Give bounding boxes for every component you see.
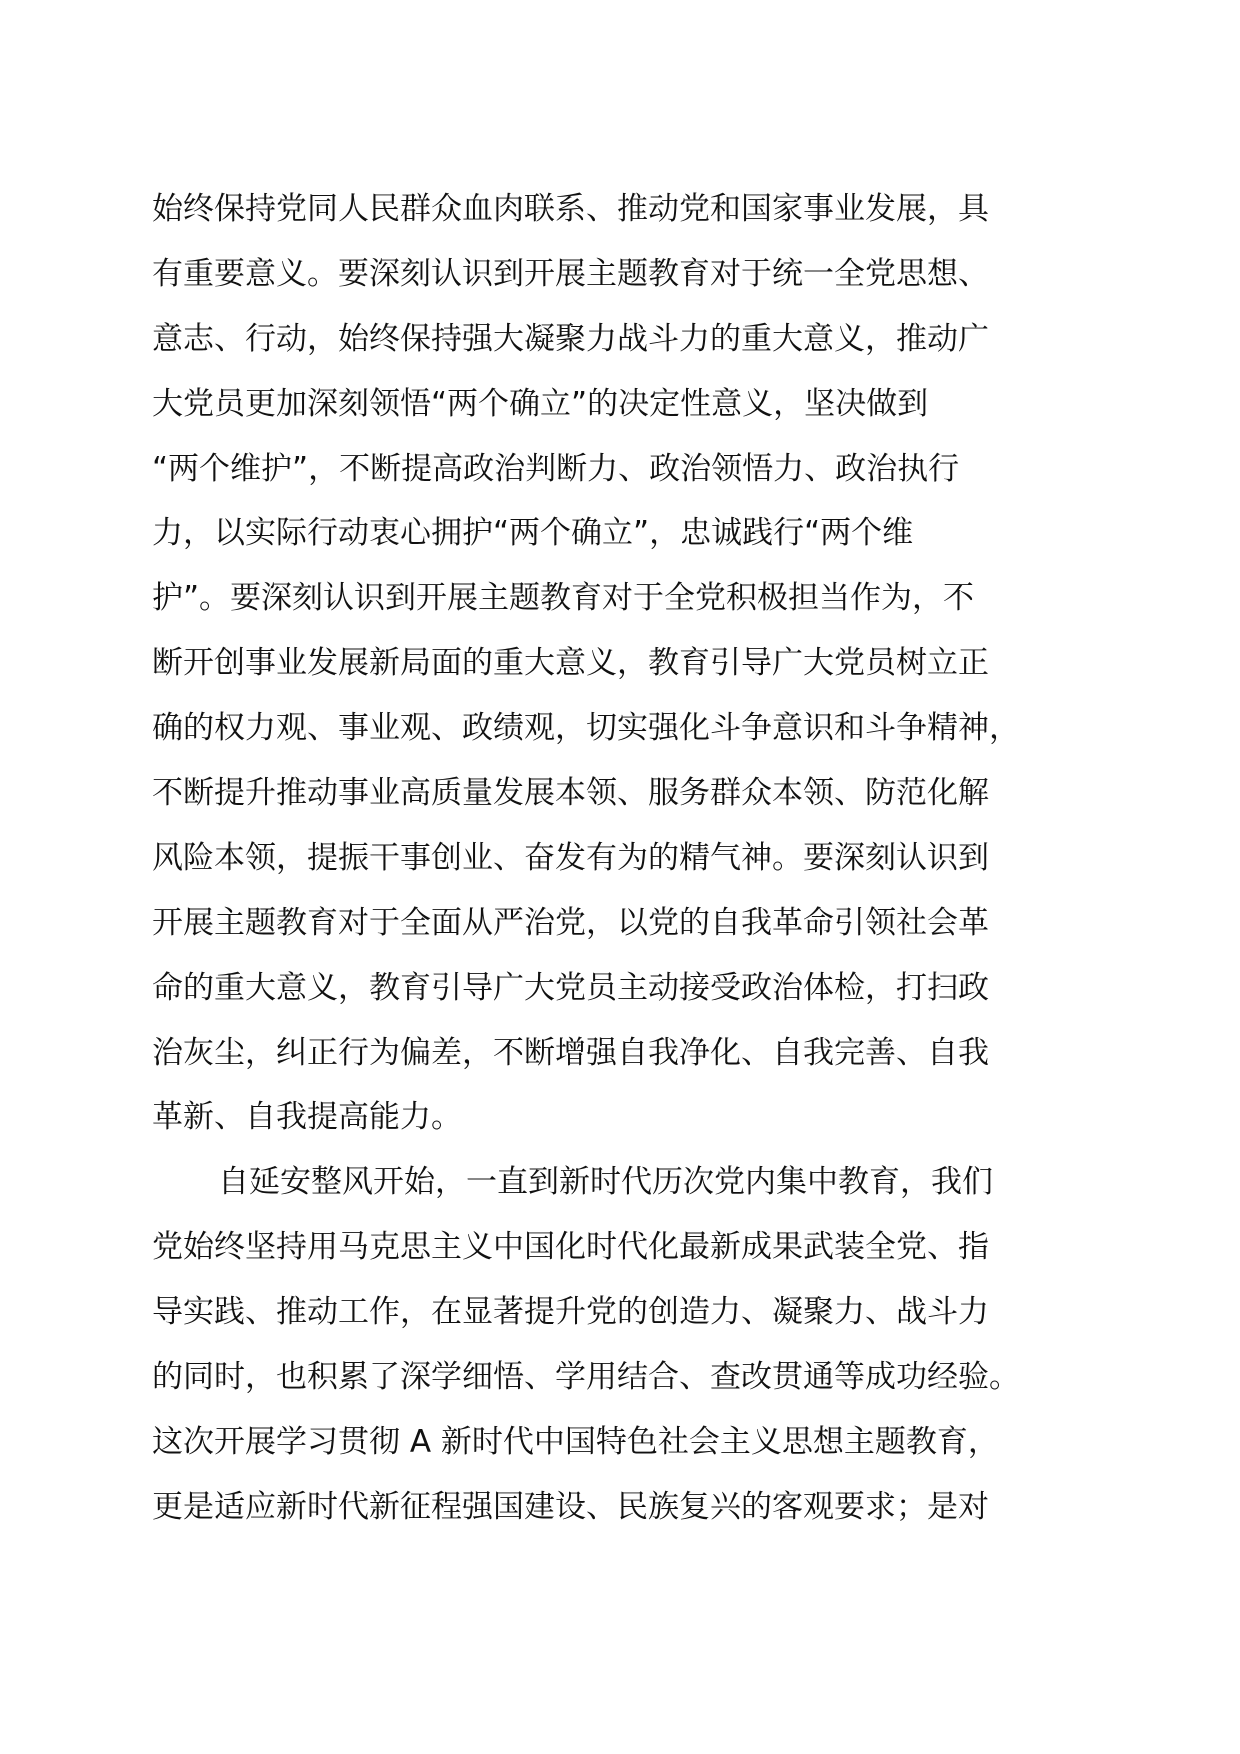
text-line: 革新、自我提高能力。 [152, 1099, 462, 1136]
text-line: 党始终坚持用马克思主义中国化时代化最新成果武装全党、指 [152, 1229, 989, 1266]
text-line: 开展主题教育对于全面从严治党，以党的自我革命引领社会革 [152, 904, 989, 941]
text-line: 的同时，也积累了深学细悟、学用结合、查改贯通等成功经验。 [152, 1359, 1020, 1396]
paragraph-start-line: 自延安整风开始，一直到新时代历次党内集中教育，我们 [218, 1164, 993, 1201]
body-text [152, 177, 1092, 1540]
text-line: 意志、行动，始终保持强大凝聚力战斗力的重大意义，推动广 [152, 320, 989, 357]
text-line: 命的重大意义，教育引导广大党员主动接受政治体检，打扫政 [152, 969, 989, 1006]
text-line: 这次开展学习贯彻 A 新时代中国特色社会主义思想主题教育， [152, 1423, 999, 1460]
text-line: 大党员更加深刻领悟“两个确立”的决定性意义，坚决做到 [152, 385, 929, 422]
text-line: “两个维护”，不断提高政治判断力、政治领悟力、政治执行 [152, 450, 960, 487]
text-line: 更是适应新时代新征程强国建设、民族复兴的客观要求；是对 [152, 1488, 989, 1525]
text-line: 始终保持党同人民群众血肉联系、推动党和国家事业发展，具 [152, 191, 989, 227]
text-line: 确的权力观、事业观、政绩观，切实强化斗争意识和斗争精神， [152, 710, 1020, 747]
text-line: 治灰尘，纠正行为偏差，不断增强自我净化、自我完善、自我 [152, 1034, 989, 1071]
text-line: 护”。要深刻认识到开展主题教育对于全党积极担当作为，不 [152, 580, 975, 617]
text-line: 断开创事业发展新局面的重大意义，教育引导广大党员树立正 [152, 645, 989, 682]
text-line: 风险本领，提振干事创业、奋发有为的精气神。要深刻认识到 [152, 839, 989, 876]
text-line: 不断提升推动事业高质量发展本领、服务群众本领、防范化解 [152, 775, 989, 812]
text-line: 有重要意义。要深刻认识到开展主题教育对于统一全党思想、 [152, 255, 989, 292]
text-line: 力，以实际行动衷心拥护“两个确立”，忠诚践行“两个维 [152, 515, 914, 552]
text-line: 导实践、推动工作，在显著提升党的创造力、凝聚力、战斗力 [152, 1294, 989, 1331]
